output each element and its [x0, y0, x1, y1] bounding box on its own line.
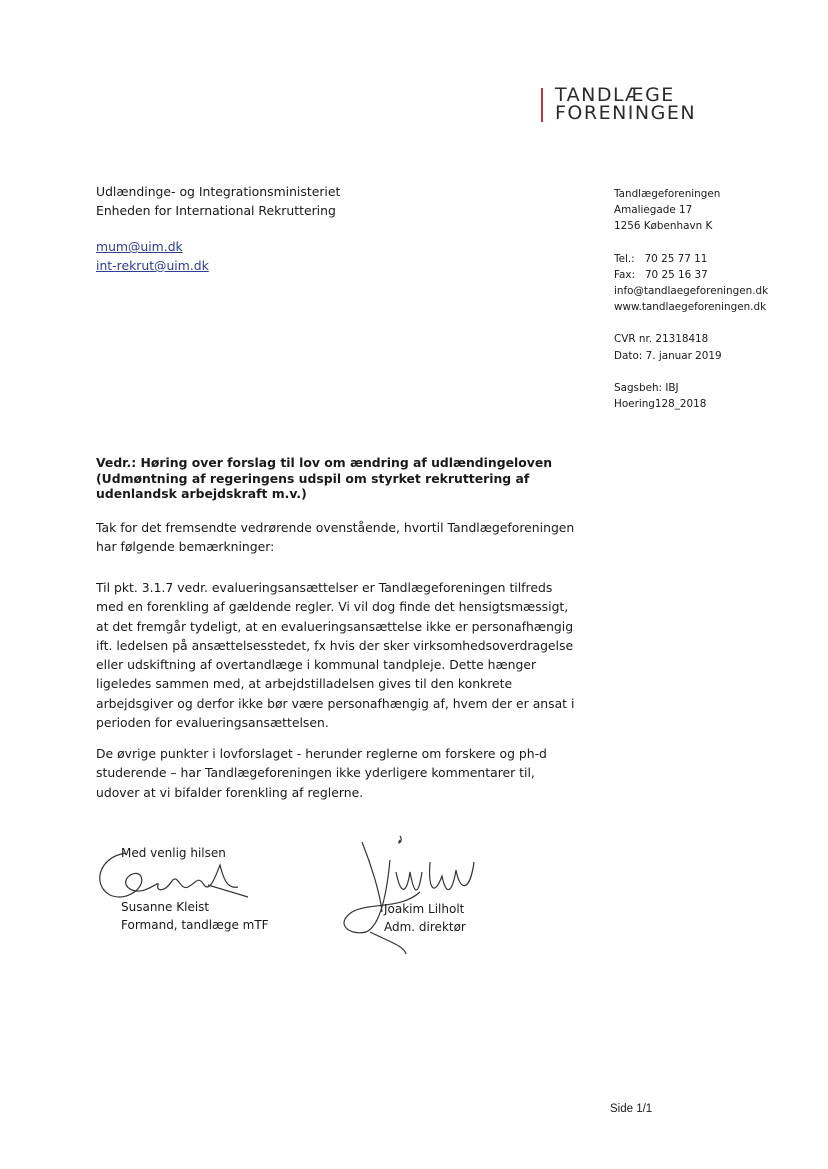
- signatory-right: [384, 901, 466, 936]
- page-number: Side 1/1: [610, 1103, 653, 1115]
- recipient-line: Udlændinge- og Integrationsministeriet: [96, 184, 341, 199]
- signature-joakim-lilholt: [330, 832, 500, 957]
- email-link-mum[interactable]: mum@uim.dk: [96, 239, 183, 254]
- sender-web: www.tandlaegeforeningen.dk: [614, 301, 767, 314]
- sender-name: Tandlægeforeningen: [614, 188, 721, 200]
- body-paragraph-3: De øvrige punkter i lovforslaget - herunder reglerne om forskere og ph-d studerende – har Tandlægeforeningen ikke yderligere kommentarer til, udover at vi bifalder forenkling af reglerne.: [96, 746, 547, 800]
- sender-tel: Tel.: 70 25 77 11: [614, 252, 708, 265]
- signatory-left: [121, 899, 269, 934]
- email-link-int-rekrut[interactable]: int-rekrut@uim.dk: [96, 258, 209, 273]
- body-paragraph-2: Til pkt. 3.1.7 vedr. evalueringsansættelser er Tandlægeforeningen tilfreds med en forenkling af gældende regler. Vi vil dog finde det hensigtsmæssigt, at det fremgår tydeligt, at en evalueringsansættelse ikke er personafhængig ift. ledelsen på ansættelsesstedet, fx hvis der sker virksomhedsoverdragelse eller udskiftning af overtandlæge i kommunal tandpleje. Dette hænger ligeledes sammen med, at arbejdstilladelsen gives til den konkrete arbejdsgiver og derfor ikke bør være personafhængig af, hvem der er ansat i perioden for evalueringsansættelsen.: [96, 580, 575, 731]
- sender-city: 1256 København K: [614, 220, 713, 233]
- signatory-name: Susanne Kleist: [121, 900, 210, 914]
- letter-subject: Vedr.: Høring over forslag til lov om ændring af udlændingeloven (Udmøntning af regeringens udspil om styrket rekruttering af udenlandsk arbejdskraft m.v.): [96, 455, 553, 501]
- sender-email: info@tandlaegeforeningen.dk: [614, 285, 769, 298]
- case-id: Hoering128_2018: [614, 398, 707, 411]
- recipient-emails: [96, 237, 209, 275]
- closing-greeting: Med venlig hilsen: [121, 846, 226, 860]
- sender-cvr: CVR nr. 21318418: [614, 333, 709, 346]
- logo-accent-bar: [541, 88, 543, 122]
- caseworker: Sagsbeh: IBJ: [614, 381, 679, 394]
- logo-line-1: TANDLÆGE: [555, 84, 675, 106]
- signatory-title: Adm. direktør: [384, 919, 466, 934]
- signatory-title: Formand, tandlæge mTF: [121, 917, 269, 932]
- sender-fax: Fax: 70 25 16 37: [614, 268, 708, 281]
- body-paragraph-1: Tak for det fremsendte vedrørende ovenstående, hvortil Tandlægeforeningen har følgende bemærkninger:: [96, 520, 575, 555]
- signatory-name: Joakim Lilholt: [384, 902, 465, 916]
- logo-line-2: FORENINGEN: [555, 102, 697, 124]
- recipient-address: [96, 182, 340, 220]
- recipient-line: Enheden for International Rekruttering: [96, 203, 336, 218]
- sender-info: [614, 186, 768, 412]
- tandlaegeforeningen-logo: [541, 86, 741, 126]
- letter-date: Dato: 7. januar 2019: [614, 349, 722, 362]
- sender-street: Amaliegade 17: [614, 204, 693, 217]
